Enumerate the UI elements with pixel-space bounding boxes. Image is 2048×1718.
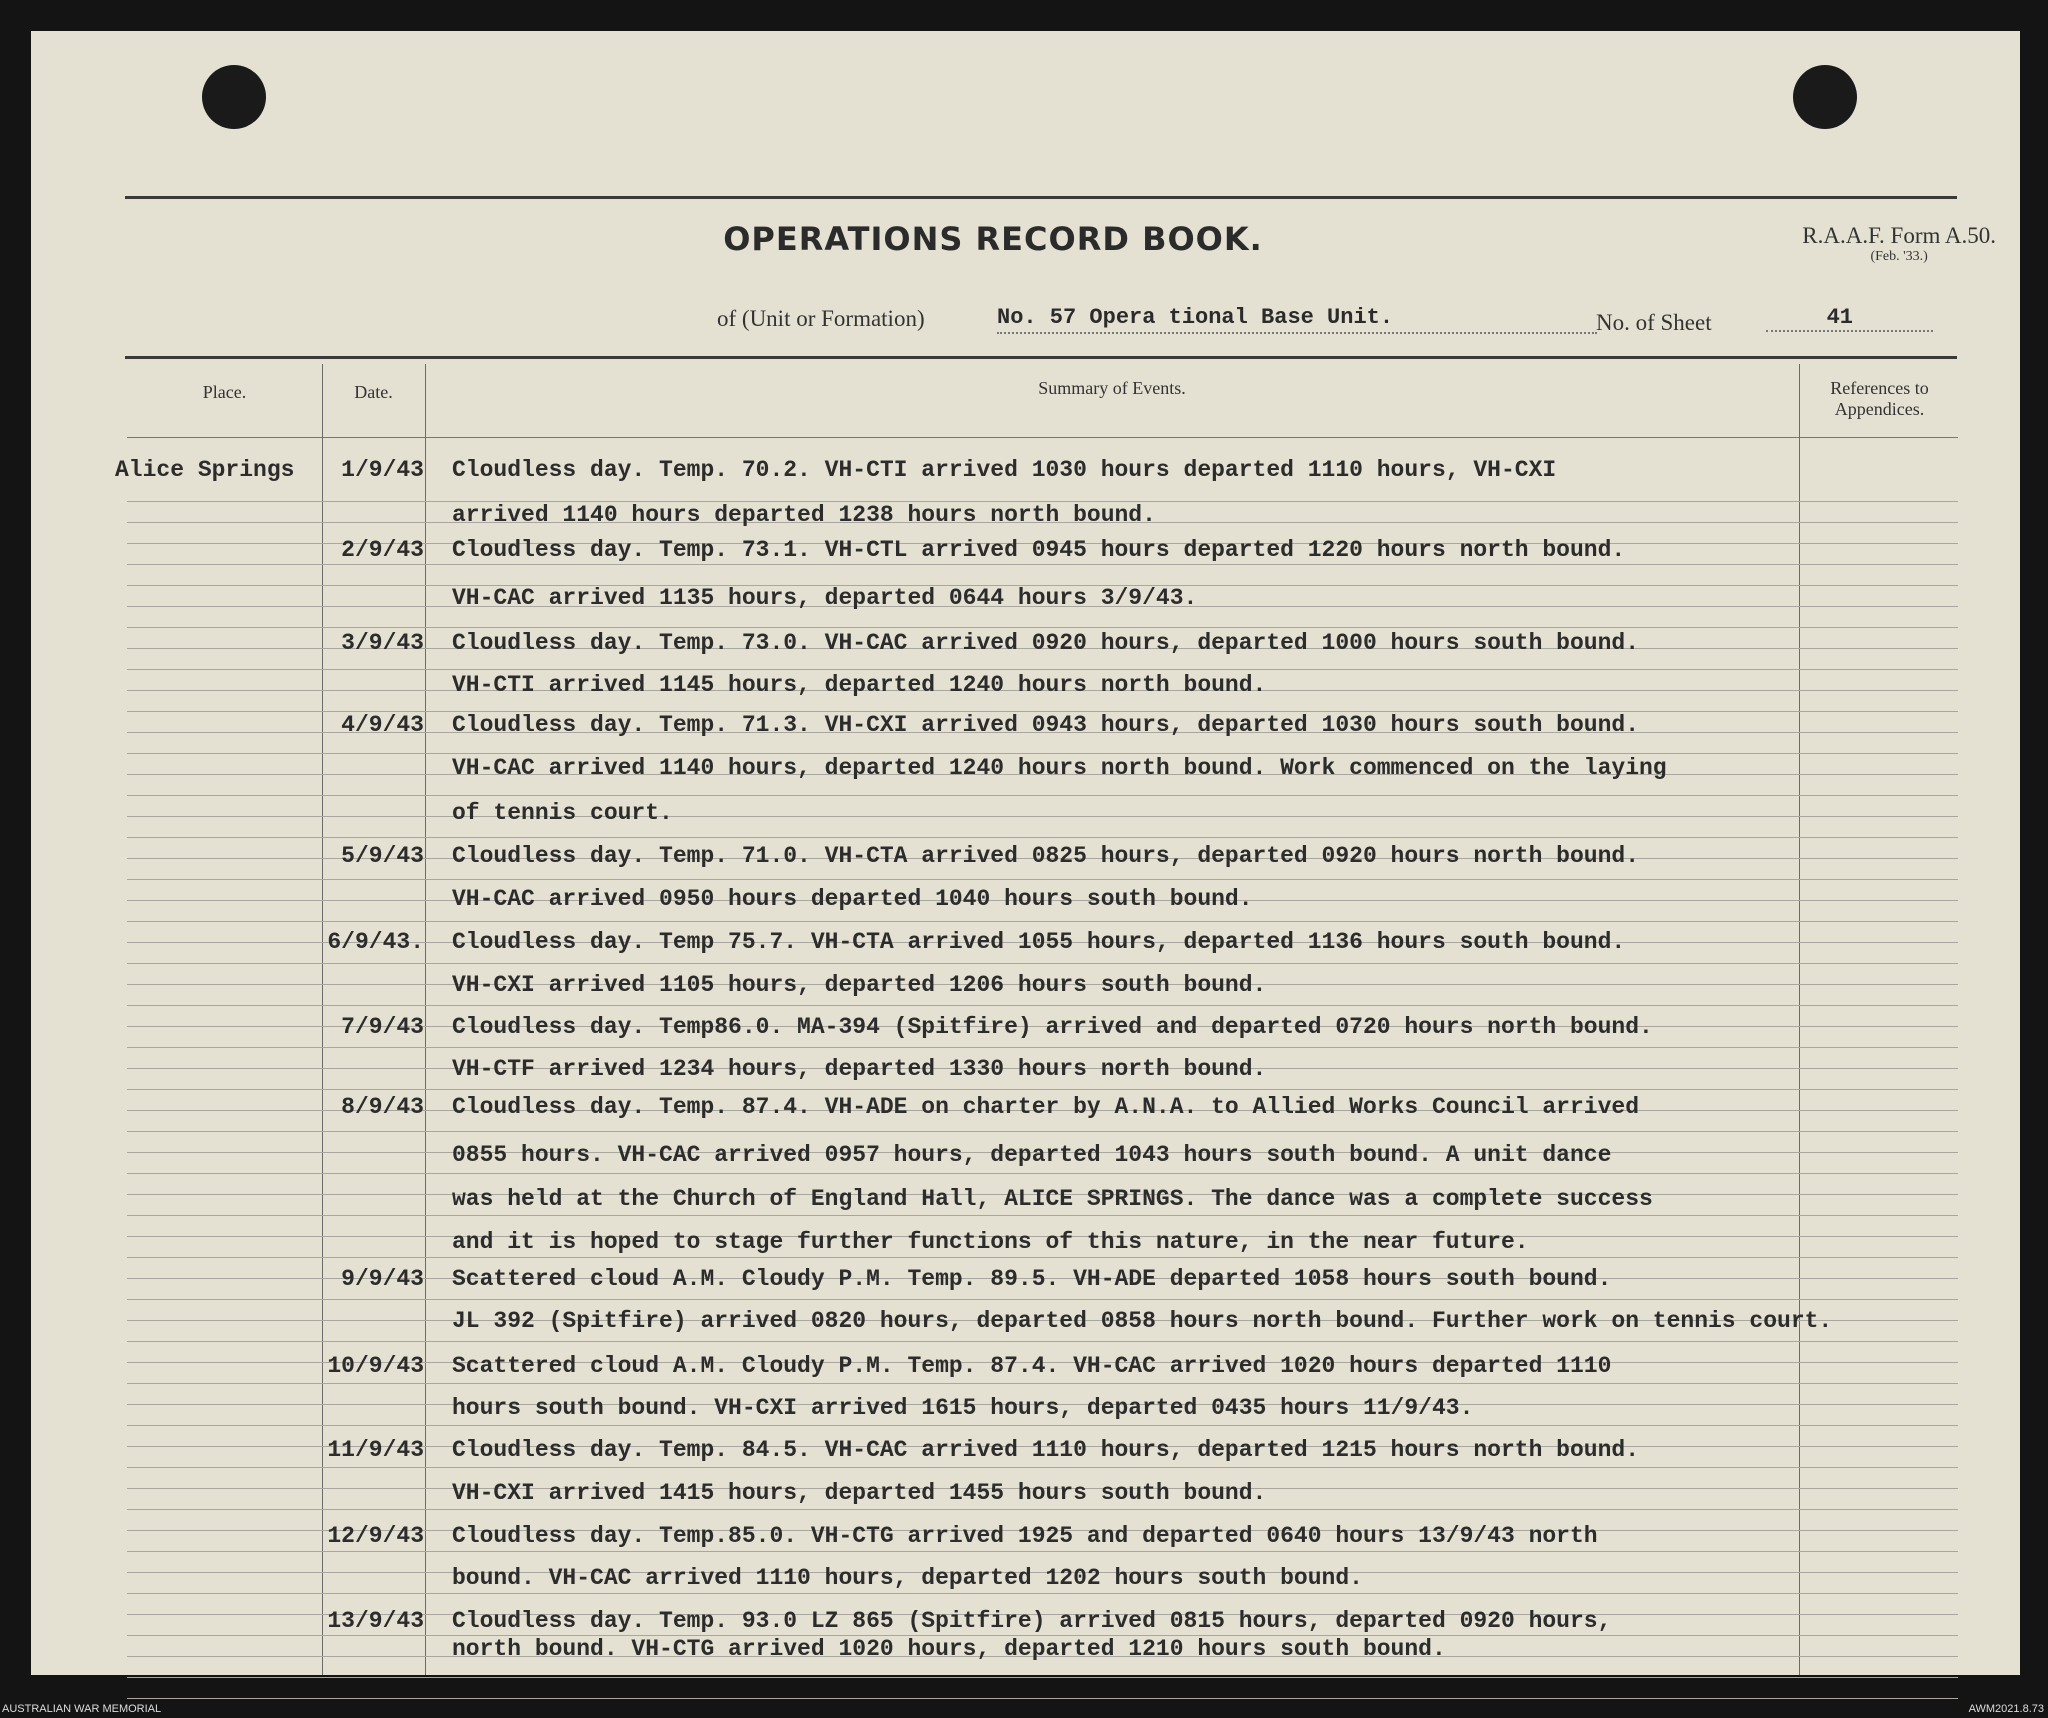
ruled-line	[127, 627, 1958, 628]
summary-cell: VH-CXI arrived 1105 hours, departed 1206 hours south bound.	[452, 972, 1267, 998]
summary-cell: Cloudless day. Temp86.0. MA-394 (Spitfire) arrived and departed 0720 hours north bound.	[452, 1014, 1653, 1040]
table-row	[0, 585, 2048, 625]
table-row	[0, 1523, 2048, 1563]
column-header-date: Date.	[354, 382, 393, 402]
summary-cell: Cloudless day. Temp. 93.0 LZ 865 (Spitfire) arrived 0815 hours, departed 0920 hours,	[452, 1608, 1612, 1634]
form-reference-number: R.A.A.F. Form A.50.	[1802, 223, 1996, 248]
summary-cell: VH-CXI arrived 1415 hours, departed 1455 hours south bound.	[452, 1480, 1267, 1506]
date-cell: 3/9/43	[341, 630, 424, 656]
date-cell: 10/9/43	[327, 1353, 424, 1379]
ruled-line	[127, 753, 1958, 754]
column-header-place: Place.	[202, 382, 247, 402]
summary-cell: VH-CTF arrived 1234 hours, departed 1330 hours north bound.	[452, 1056, 1267, 1082]
table-row	[0, 1186, 2048, 1226]
summary-cell: JL 392 (Spitfire) arrived 0820 hours, departed 0858 hours north bound. Further work on tennis court.	[452, 1308, 1833, 1334]
summary-cell: Cloudless day. Temp. 87.4. VH-ADE on charter by A.N.A. to Allied Works Council arrived	[452, 1094, 1639, 1120]
summary-cell: Cloudless day. Temp.85.0. VH-CTG arrived 1925 and departed 0640 hours 13/9/43 north	[452, 1523, 1598, 1549]
header-bottom-rule	[127, 437, 1958, 438]
column-header-references: References to Appendices.	[1830, 378, 1929, 419]
summary-cell: and it is hoped to stage further functions of this nature, in the near future.	[452, 1229, 1529, 1255]
date-cell: 11/9/43	[327, 1437, 424, 1463]
date-cell: 2/9/43	[341, 537, 424, 563]
table-row	[0, 1266, 2048, 1306]
date-cell: 5/9/43	[341, 843, 424, 869]
summary-cell: Cloudless day. Temp. 73.1. VH-CTL arrived 0945 hours departed 1220 hours north bound.	[452, 537, 1626, 563]
ruled-line	[127, 1677, 1958, 1678]
summary-cell: Cloudless day. Temp 75.7. VH-CTA arrived 1055 hours, departed 1136 hours south bound.	[452, 929, 1626, 955]
summary-cell: Cloudless day. Temp. 71.0. VH-CTA arrived 0825 hours, departed 0920 hours north bound.	[452, 843, 1639, 869]
date-cell: 1/9/43	[341, 457, 424, 483]
archive-credit: AUSTRALIAN WAR MEMORIAL	[2, 1703, 162, 1715]
table-row	[0, 843, 2048, 883]
table-row	[0, 1229, 2048, 1269]
date-cell: 6/9/43.	[327, 929, 424, 955]
table-row	[0, 1142, 2048, 1182]
date-cell: 8/9/43	[341, 1094, 424, 1120]
top-rule	[125, 196, 1957, 199]
table-row	[0, 1480, 2048, 1520]
summary-cell: Cloudless day. Temp. 84.5. VH-CAC arrived 1110 hours, departed 1215 hours north bound.	[452, 1437, 1639, 1463]
table-row	[0, 929, 2048, 969]
summary-cell: VH-CAC arrived 1135 hours, departed 0644 hours 3/9/43.	[452, 585, 1198, 611]
table-row	[0, 1308, 2048, 1348]
table-row	[0, 672, 2048, 712]
punch-hole-left	[202, 65, 266, 129]
header-top-rule	[125, 356, 1957, 359]
table-row	[0, 502, 2048, 542]
date-cell: 13/9/43	[327, 1608, 424, 1634]
unit-value: No. 57 Opera tional Base Unit.	[997, 305, 1597, 334]
summary-cell: Cloudless day. Temp. 70.2. VH-CTI arrived 1030 hours departed 1110 hours, VH-CXI	[452, 457, 1557, 483]
column-header-summary: Summary of Events.	[1038, 378, 1186, 398]
table-row	[0, 800, 2048, 840]
table-row	[0, 755, 2048, 795]
table-row	[0, 457, 2048, 497]
summary-cell: VH-CTI arrived 1145 hours, departed 1240 hours north bound.	[452, 672, 1267, 698]
ruled-line	[127, 795, 1958, 796]
table-row	[0, 1395, 2048, 1435]
table-row	[0, 1437, 2048, 1477]
table-row	[0, 886, 2048, 926]
place-cell: Alice Springs	[115, 457, 295, 483]
summary-cell: hours south bound. VH-CXI arrived 1615 hours, departed 0435 hours 11/9/43.	[452, 1395, 1474, 1421]
unit-label: of (Unit or Formation)	[717, 306, 925, 331]
table-row	[0, 537, 2048, 577]
summary-cell: Scattered cloud A.M. Cloudy P.M. Temp. 87.4. VH-CAC arrived 1020 hours departed 1110	[452, 1353, 1612, 1379]
date-cell: 9/9/43	[341, 1266, 424, 1292]
page-title: OPERATIONS RECORD BOOK.	[723, 220, 1263, 258]
date-cell: 4/9/43	[341, 712, 424, 738]
table-row	[0, 1565, 2048, 1605]
date-cell: 12/9/43	[327, 1523, 424, 1549]
summary-cell: was held at the Church of England Hall, ALICE SPRINGS. The dance was a complete success	[452, 1186, 1653, 1212]
summary-cell: arrived 1140 hours departed 1238 hours north bound.	[452, 502, 1156, 528]
table-row	[0, 1014, 2048, 1054]
table-row	[0, 1056, 2048, 1096]
summary-cell: bound. VH-CAC arrived 1110 hours, departed 1202 hours south bound.	[452, 1565, 1363, 1591]
table-row	[0, 972, 2048, 1012]
archive-accession: AWM2021.8.73	[1968, 1703, 2044, 1715]
summary-cell: Scattered cloud A.M. Cloudy P.M. Temp. 89.5. VH-ADE departed 1058 hours south bound.	[452, 1266, 1612, 1292]
form-reference	[1802, 223, 1996, 265]
form-reference-date: (Feb. '33.)	[1870, 249, 1928, 264]
summary-cell: VH-CAC arrived 1140 hours, departed 1240 hours north bound. Work commenced on the laying	[452, 755, 1667, 781]
summary-cell: Cloudless day. Temp. 71.3. VH-CXI arrived 0943 hours, departed 1030 hours south bound.	[452, 712, 1639, 738]
summary-cell: of tennis court.	[452, 800, 673, 826]
punch-hole-right	[1793, 65, 1857, 129]
summary-cell: 0855 hours. VH-CAC arrived 0957 hours, departed 1043 hours south bound. A unit dance	[452, 1142, 1612, 1168]
table-row	[0, 1636, 2048, 1676]
sheet-number: 41	[1766, 305, 1933, 332]
sheet-label: No. of Sheet	[1596, 310, 1712, 335]
table-row	[0, 1094, 2048, 1134]
table-row	[0, 712, 2048, 752]
date-cell: 7/9/43	[341, 1014, 424, 1040]
summary-cell: VH-CAC arrived 0950 hours departed 1040 hours south bound.	[452, 886, 1253, 912]
ruled-line	[127, 1698, 1958, 1699]
summary-cell: Cloudless day. Temp. 73.0. VH-CAC arrived 0920 hours, departed 1000 hours south bound.	[452, 630, 1639, 656]
table-row	[0, 630, 2048, 670]
table-row	[0, 1353, 2048, 1393]
summary-cell: north bound. VH-CTG arrived 1020 hours, departed 1210 hours south bound.	[452, 1636, 1446, 1662]
